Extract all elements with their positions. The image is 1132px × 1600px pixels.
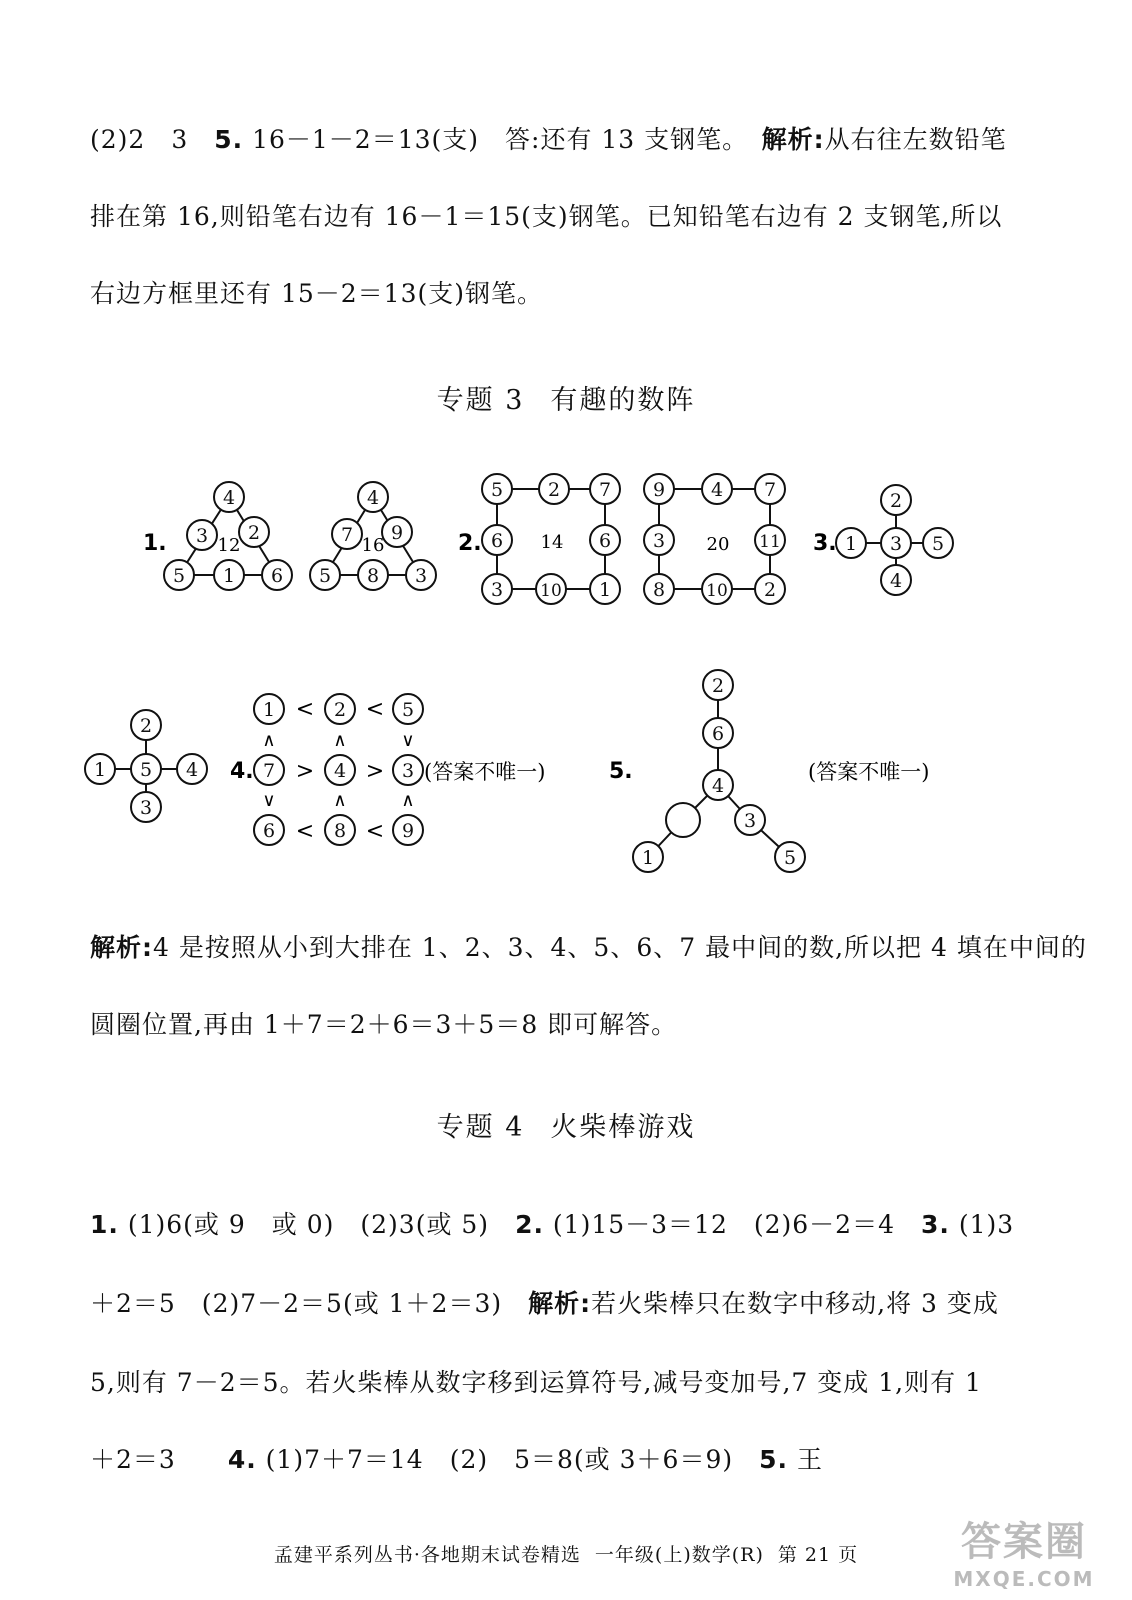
grid-op: <	[365, 819, 385, 844]
number-node-value: 1	[222, 565, 236, 587]
question-number: 4.	[227, 1445, 257, 1474]
number-node-value: 8	[652, 579, 666, 601]
grid-op: >	[295, 759, 315, 784]
q3-label: 3.	[813, 531, 837, 556]
number-node-value: 7	[598, 479, 612, 501]
number-node-value: 6	[270, 565, 284, 587]
grid-op: ∧	[262, 730, 276, 751]
number-node-value: 8	[366, 565, 380, 587]
q1-label: 1.	[143, 531, 167, 556]
book-series: 孟建平系列丛书·各地期末试卷精选	[273, 1544, 581, 1566]
number-node-value: 4	[366, 487, 380, 509]
answer-note: (答案不唯一)	[808, 760, 930, 784]
number-node-value: 3	[490, 579, 504, 601]
answer-note: (答案不唯一)	[424, 760, 546, 784]
number-node-value: 3	[743, 810, 757, 832]
triangle1-sum: 12	[217, 535, 241, 556]
question-number: 2.	[515, 1210, 544, 1239]
analysis-line-1	[90, 928, 1087, 964]
number-node-value: 4	[333, 760, 347, 782]
analysis-label: 解析:	[528, 1289, 592, 1318]
topic4-line-3: 5,则有 7－2＝5。若火柴棒从数字移到运算符号,减号变加号,7 变成 1,则有 1	[90, 1368, 982, 1397]
intro-text: (2)2 3	[90, 125, 215, 154]
number-node-value: 5	[931, 533, 945, 555]
number-node-value: 5	[139, 759, 153, 781]
intro-line-2: 排在第 16,则铅笔右边有 16－1＝15(支)钢笔。已知铅笔右边有 2 支钢笔,所以	[90, 202, 1003, 231]
grid-op: >	[365, 759, 385, 784]
number-node-value: 3	[652, 530, 666, 552]
question-number: 1.	[90, 1210, 119, 1239]
book-grade: 一年级(上)数学(R)	[594, 1544, 764, 1566]
grid-op: <	[295, 697, 315, 722]
q5-label: 5.	[609, 759, 633, 784]
watermark-url: MXQE.COM	[953, 1567, 1095, 1591]
number-node-value: 7	[340, 524, 354, 546]
number-node-value: 6	[598, 530, 612, 552]
number-node-value: 9	[652, 479, 666, 501]
topic-title: 火柴棒游戏	[550, 1112, 696, 1143]
triangle2-sum: 16	[361, 535, 385, 556]
number-node-value: 3	[195, 525, 209, 547]
intro-text: 16－1－2＝13(支) 答:还有 13 支钢笔。	[243, 125, 762, 154]
number-node-value: 5	[318, 565, 332, 587]
q4-label: 4.	[230, 759, 254, 784]
watermark-logo	[934, 1510, 1114, 1590]
topic4-line-4	[90, 1440, 1050, 1476]
grid-op: ∧	[333, 730, 347, 751]
number-node-value: 1	[262, 699, 276, 721]
number-node-value: 4	[711, 775, 725, 797]
topic4-line-1	[90, 1205, 1050, 1241]
number-node-value: 1	[641, 847, 655, 869]
number-node-value: 5	[172, 565, 186, 587]
number-node-value: 2	[139, 715, 153, 737]
number-node-value: 2	[763, 579, 777, 601]
number-node-value: 9	[401, 820, 415, 842]
number-node-value: 5	[490, 479, 504, 501]
number-node-value: 5	[783, 847, 797, 869]
answer-text: (1)3	[949, 1210, 1015, 1239]
topic-label: 专题 4	[436, 1112, 525, 1143]
analysis-label: 解析:	[90, 933, 153, 962]
answer-text: (1)7＋7＝14 (2) 5＝8(或 3＋6＝9)	[256, 1445, 760, 1474]
number-node-value: 4	[222, 487, 236, 509]
number-node-value: 4	[889, 570, 903, 592]
number-node-value: 2	[333, 699, 347, 721]
number-node-value: 2	[547, 479, 561, 501]
topic4-heading	[0, 1105, 1132, 1144]
number-node-value: 11	[759, 532, 781, 552]
analysis-text: 若火柴棒只在数字中移动,将 3 变成	[591, 1289, 999, 1318]
analysis-text: 4 是按照从小到大排在 1、2、3、4、5、6、7 最中间的数,所以把 4 填在中间的	[153, 933, 1087, 962]
number-node-value: 3	[414, 565, 428, 587]
question-number: 5.	[759, 1445, 789, 1474]
number-node-value: 8	[333, 820, 347, 842]
number-node-value: 6	[490, 530, 504, 552]
analysis-label: 解析:	[761, 125, 825, 154]
number-node-circle	[666, 803, 700, 837]
number-node-value: 2	[711, 675, 725, 697]
number-node-value: 4	[710, 479, 724, 501]
number-node-value: 2	[247, 522, 261, 544]
question-number: 5.	[214, 125, 244, 154]
number-node-value: 7	[262, 760, 276, 782]
question-number: 3.	[921, 1210, 950, 1239]
topic-label: 专题 3	[436, 385, 525, 416]
grid-op: ∧	[401, 790, 415, 811]
number-node-value: 6	[262, 820, 276, 842]
topic4-line-2	[90, 1284, 1050, 1320]
topic-title: 有趣的数阵	[550, 385, 696, 416]
number-node-value: 3	[889, 533, 903, 555]
answer-text: (1)15－3＝12 (2)6－2＝4	[543, 1210, 921, 1239]
grid-op: <	[365, 697, 385, 722]
analysis-line-2: 圆圈位置,再由 1＋7＝2＋6＝3＋5＝8 即可解答。	[90, 1010, 678, 1039]
number-node-value: 3	[139, 797, 153, 819]
answer-text: ＋2＝3	[90, 1445, 228, 1474]
number-node-value: 1	[93, 759, 107, 781]
number-node-value: 1	[598, 579, 612, 601]
number-node-value: 6	[711, 723, 725, 745]
grid-op: ∨	[262, 790, 276, 811]
q2-label: 2.	[458, 531, 482, 556]
number-node-value: 1	[844, 533, 858, 555]
answer-text: ＋2＝5 (2)7－2＝5(或 1＋2＝3)	[90, 1289, 529, 1318]
square2-sum: 20	[706, 534, 730, 555]
intro-text: 从右往左数铅笔	[824, 125, 1007, 154]
number-node-value: 10	[540, 581, 562, 601]
number-node-value: 5	[401, 699, 415, 721]
number-node-value: 9	[390, 522, 404, 544]
number-node-value: 10	[706, 581, 728, 601]
grid-op: ∨	[401, 730, 415, 751]
answer-text: 王	[788, 1445, 823, 1474]
number-node-value: 7	[763, 479, 777, 501]
square1-sum: 14	[540, 532, 564, 553]
number-node-value: 3	[401, 760, 415, 782]
number-node-value: 2	[889, 490, 903, 512]
answer-text: (1)6(或 9 或 0) (2)3(或 5)	[118, 1210, 516, 1239]
watermark-text: 答案圈	[961, 1519, 1087, 1565]
number-node-value: 4	[185, 759, 199, 781]
page-number: 第 21 页	[777, 1544, 859, 1566]
grid-op: <	[295, 819, 315, 844]
grid-op: ∧	[333, 790, 347, 811]
intro-line-3: 右边方框里还有 15－2＝13(支)钢笔。	[90, 279, 543, 308]
